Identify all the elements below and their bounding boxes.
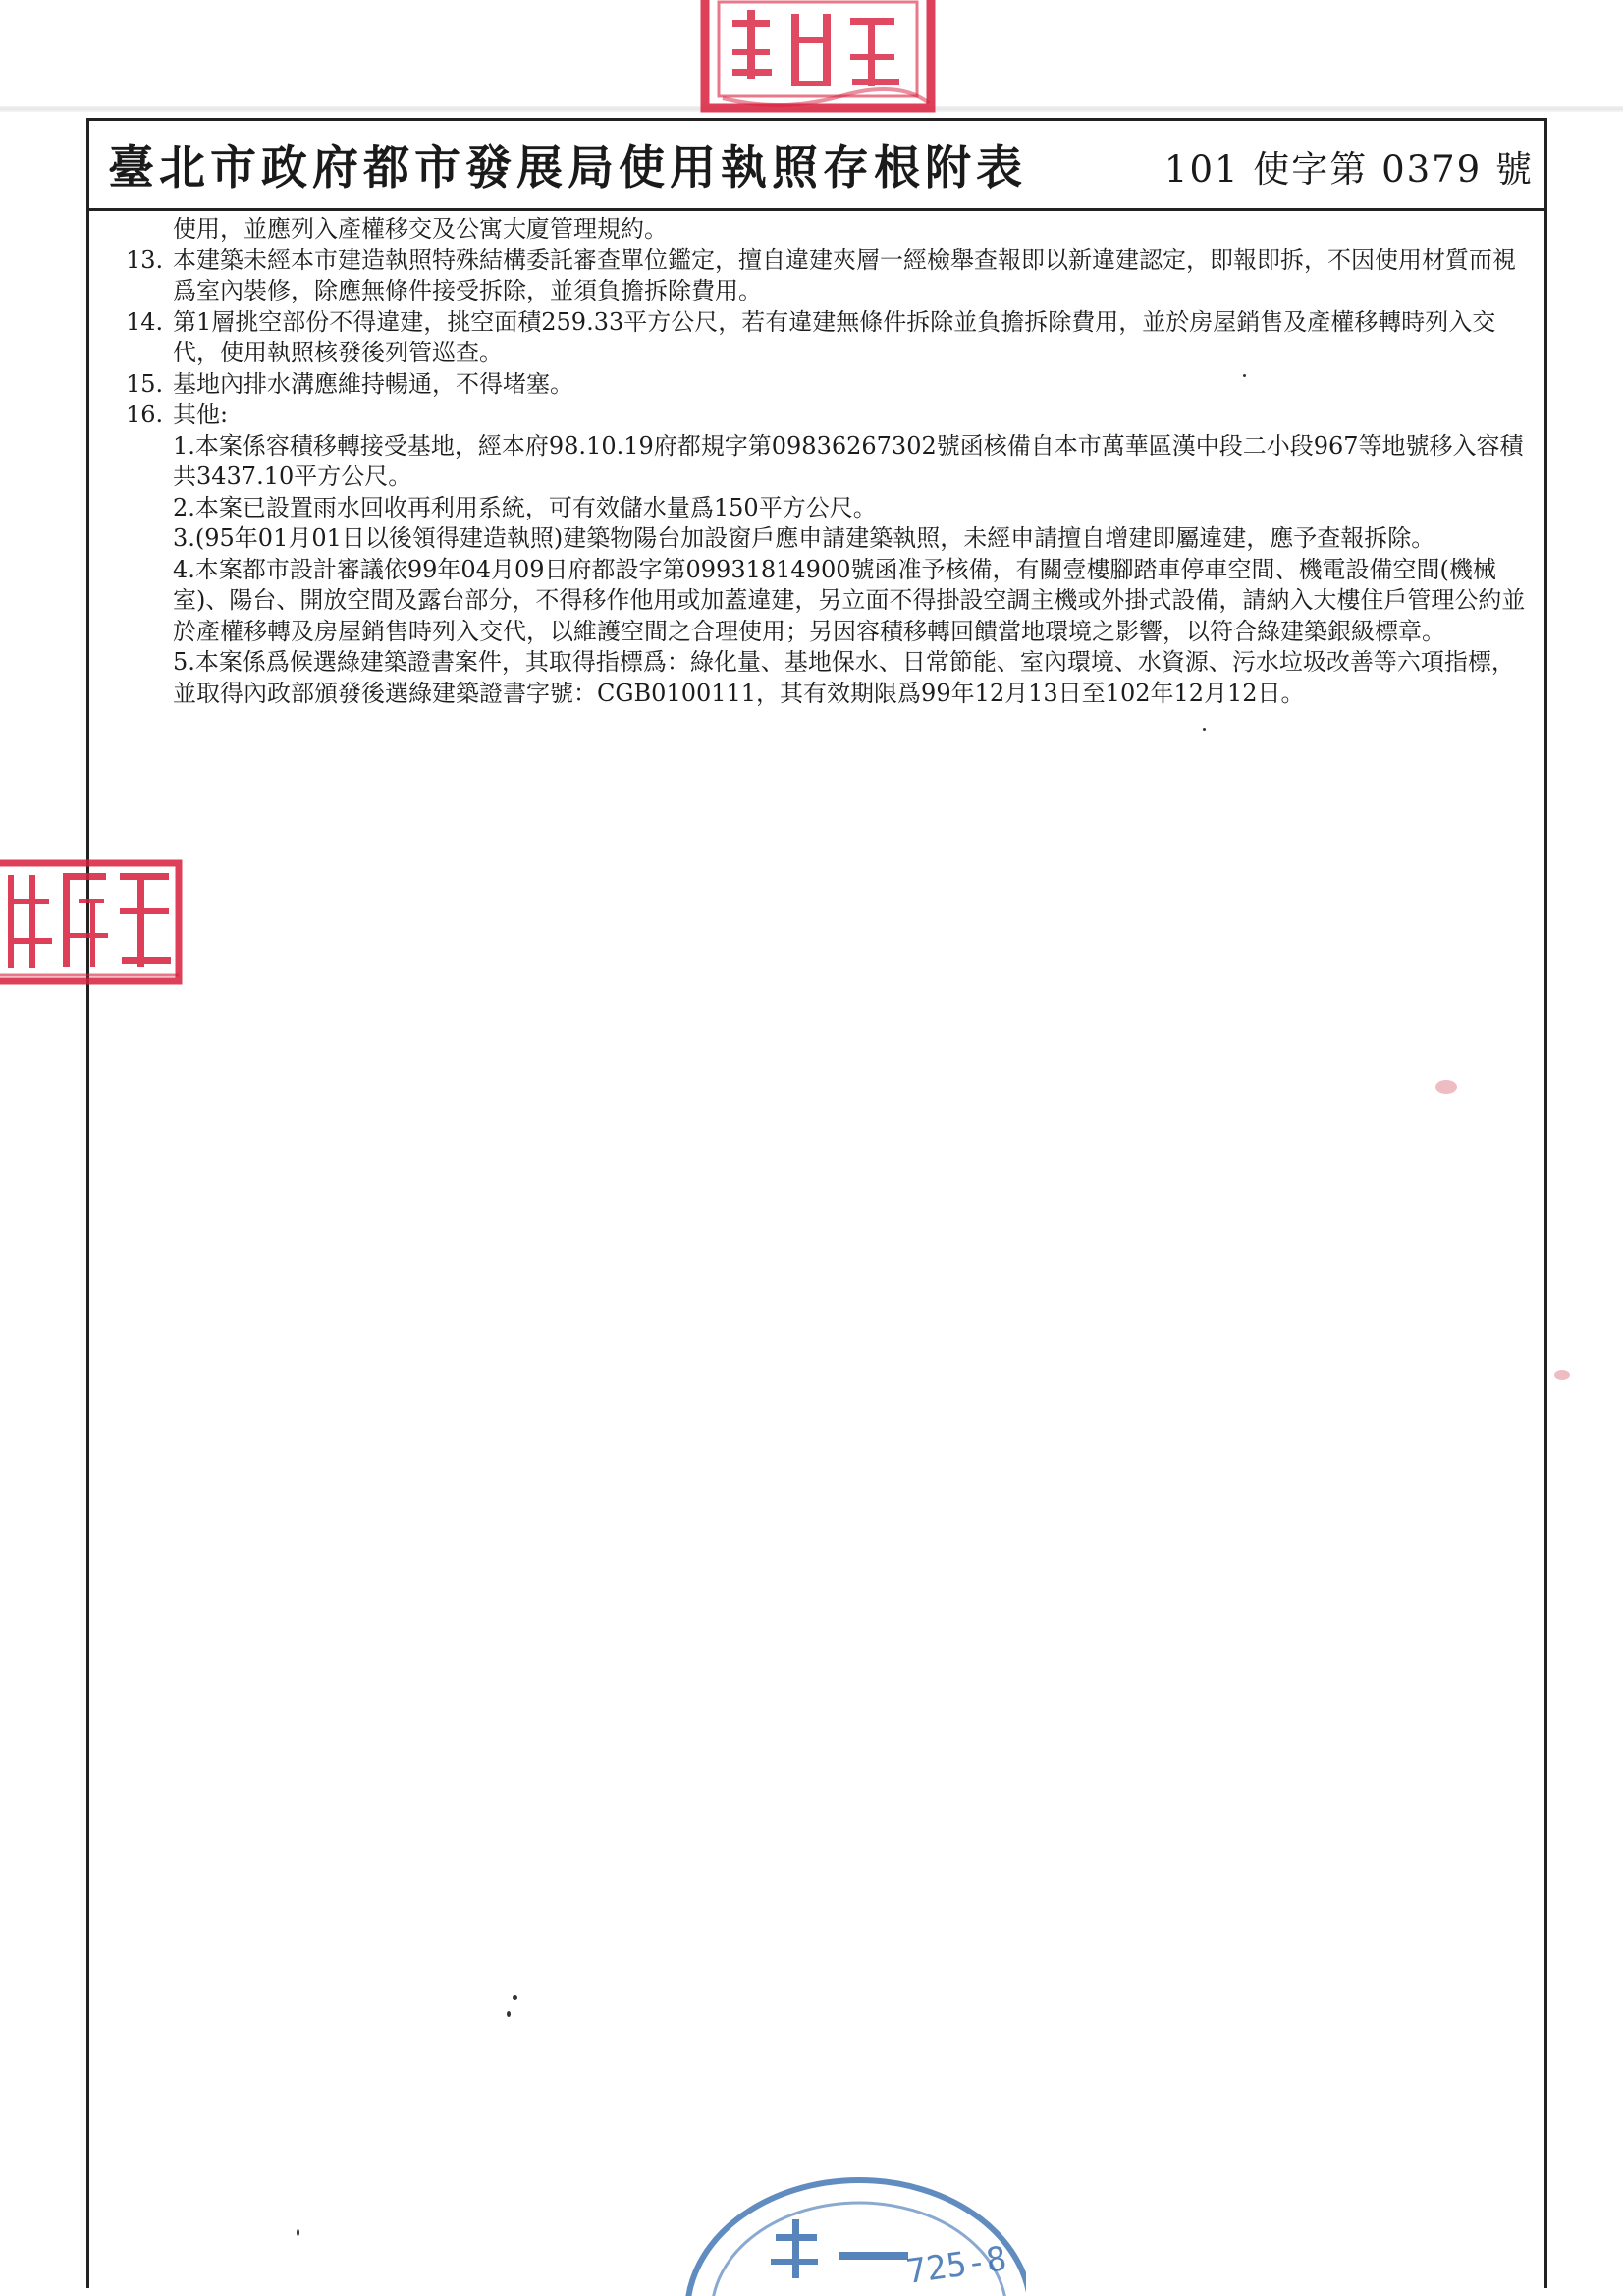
clause-16 — [126, 400, 1532, 431]
other-item-4: 4.本案都市設計審議依99年04月09日府都設字第09931814900號函准予核備，有關壹樓腳踏車停車空間、機電設備空間(機械室)、陽台、開放空間及露台部分，不得移作他用或加蓋違建，另立面不得掛設空調主機或外掛式設備，請納入大樓住戶管理公約並於產權移轉及房屋銷售時列入交代，以維護空間之合理使用；另因容積移轉回饋當地環境之影響，以符合綠建築銀級標章。 — [173, 555, 1526, 645]
other-item-5: 5.本案係爲候選綠建築證書案件，其取得指標爲：綠化量、基地保水、日常節能、室內環境、水資源、污水垃圾改善等六項指標，並取得內政部頒發後選綠建築證書字號：CGB0100111，其有效期限爲99年12月13日至102年12月12日。 — [173, 648, 1515, 707]
top-red-seal — [693, 0, 948, 123]
continuation-text: 使用，並應列入產權移交及公寓大廈管理規約。 — [173, 215, 668, 243]
continuation-line — [126, 214, 1532, 246]
clause-15 — [126, 369, 1532, 401]
scan-speck — [507, 2011, 511, 2017]
scan-speck — [297, 2229, 299, 2236]
scan-speck — [1243, 374, 1246, 377]
clause-text: 其他: — [173, 401, 229, 428]
permit-number: 101 使字第 0379 號 — [1163, 148, 1534, 191]
other-items-list — [126, 431, 1532, 710]
document-header — [86, 118, 1547, 211]
clause-14 — [126, 307, 1532, 369]
scan-speck — [1203, 728, 1206, 731]
other-item-1: 1.本案係容積移轉接受基地，經本府98.10.19府都規字第09836267302號函核備自本市萬華區漢中段二小段967等地號移入容積共3437.10平方公尺。 — [173, 431, 1524, 490]
left-red-seal — [0, 859, 187, 992]
clause-13 — [126, 246, 1532, 307]
other-item-3: 3.(95年01月01日以後領得建造執照)建築物陽台加設窗戶應申請建築執照，未經申請擅自增建即屬違建，應予查報拆除。 — [173, 524, 1435, 552]
other-item-2: 2.本案已設置雨水回收再利用系統，可有效儲水量爲150平方公尺。 — [173, 493, 877, 521]
scan-speck — [513, 1995, 517, 2000]
svg-text:725-8: 725-8 — [903, 2239, 1009, 2292]
clause-number: 15. — [126, 369, 164, 398]
document-title: 臺北市政府都市發展局使用執照存根附表 — [108, 141, 1027, 195]
clause-number: 13. — [126, 246, 164, 274]
clause-text: 基地內排水溝應維持暢通，不得堵塞。 — [173, 369, 573, 398]
clause-text: 本建築未經本市建造執照特殊結構委託審查單位鑑定，擅自違建夾層一經檢舉查報即以新違建認定，即報即拆，不因使用材質而視爲室內裝修，除應無條件接受拆除，並須負擔拆除費用。 — [173, 246, 1516, 304]
scan-speck — [1554, 1370, 1570, 1380]
clause-number: 14. — [126, 307, 164, 336]
bottom-blue-seal — [673, 2165, 1026, 2296]
clause-number: 16. — [126, 401, 164, 428]
conditions-body — [126, 214, 1532, 709]
scan-speck — [1435, 1080, 1457, 1094]
clause-text: 第1層挑空部份不得違建，挑空面積259.33平方公尺，若有違建無條件拆除並負擔拆除費用，並於房屋銷售及產權移轉時列入交代，使用執照核發後列管巡查。 — [173, 307, 1496, 366]
